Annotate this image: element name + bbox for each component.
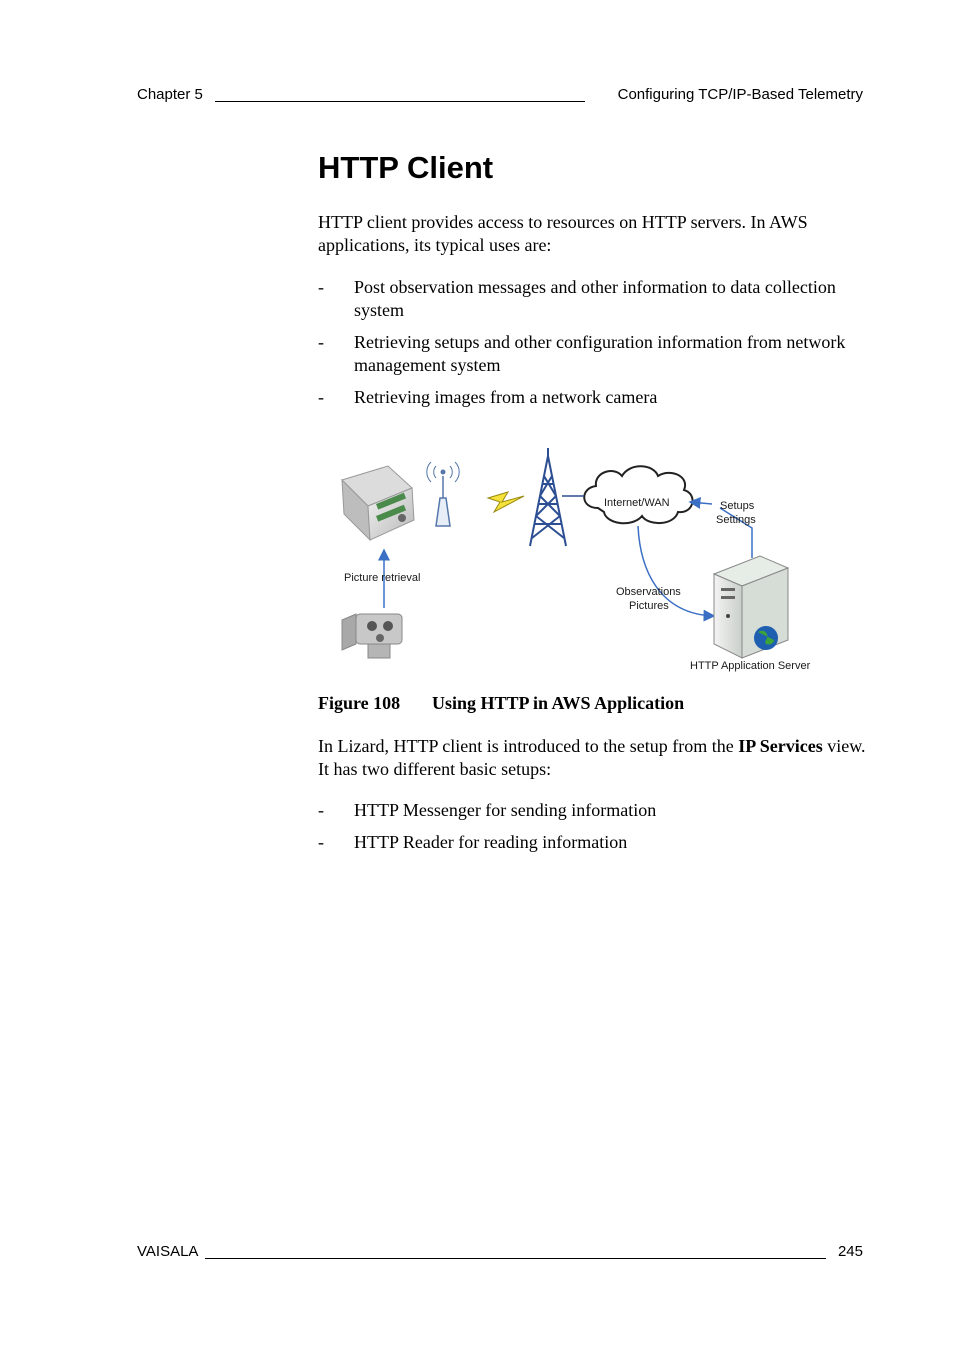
intro-paragraph: HTTP client provides access to resources on HTTP servers. In AWS applications, its typical uses are: [318, 212, 808, 255]
chapter-label: Chapter 5 [137, 86, 203, 103]
list-item: - Retrieving images from a network camera [318, 387, 658, 407]
brand-label: VAISALA [137, 1243, 199, 1260]
header-rule [215, 101, 585, 102]
internet-label: Internet/WAN [604, 497, 670, 509]
settings-label: Settings [716, 514, 756, 526]
figure-caption [318, 693, 684, 714]
list-item: - Retrieving setups and other configuration information from network management system [318, 332, 846, 375]
setups-list [318, 799, 866, 863]
figure-caption-text: Using HTTP in AWS Application [432, 693, 685, 713]
page-number: 245 [837, 1243, 863, 1260]
tower-icon [530, 448, 566, 546]
lizard-paragraph: In Lizard, HTTP client is introduced to the setup from the IP Services view. It has two different basic setups: [318, 736, 866, 779]
picture-retrieval-label: Picture retrieval [344, 572, 421, 584]
list-item: - HTTP Reader for reading information [318, 832, 628, 852]
network-camera-icon [342, 614, 402, 658]
ip-services-term: IP Services [738, 736, 823, 756]
pictures-label: Pictures [629, 600, 669, 612]
page-title: HTTP Client [318, 150, 494, 185]
wireless-link-icon [488, 492, 524, 512]
figure-number: Figure 108 [318, 693, 401, 713]
setups-arrow [690, 502, 712, 504]
section-label: Configuring TCP/IP-Based Telemetry [617, 86, 863, 103]
radio-antenna-icon [427, 462, 459, 526]
page-footer [137, 1243, 863, 1263]
data-logger-icon [342, 466, 414, 540]
cloud-icon [584, 466, 692, 523]
server-icon [714, 556, 788, 658]
setups-label: Setups [720, 500, 755, 512]
list-item: - HTTP Messenger for sending information [318, 800, 657, 820]
server-label: HTTP Application Server [690, 660, 811, 672]
uses-list [318, 276, 866, 418]
observations-label: Observations [616, 586, 681, 598]
running-header [137, 86, 863, 106]
network-diagram [318, 448, 818, 676]
list-item: - Post observation messages and other information to data collection system [318, 277, 836, 320]
footer-rule [205, 1258, 826, 1259]
